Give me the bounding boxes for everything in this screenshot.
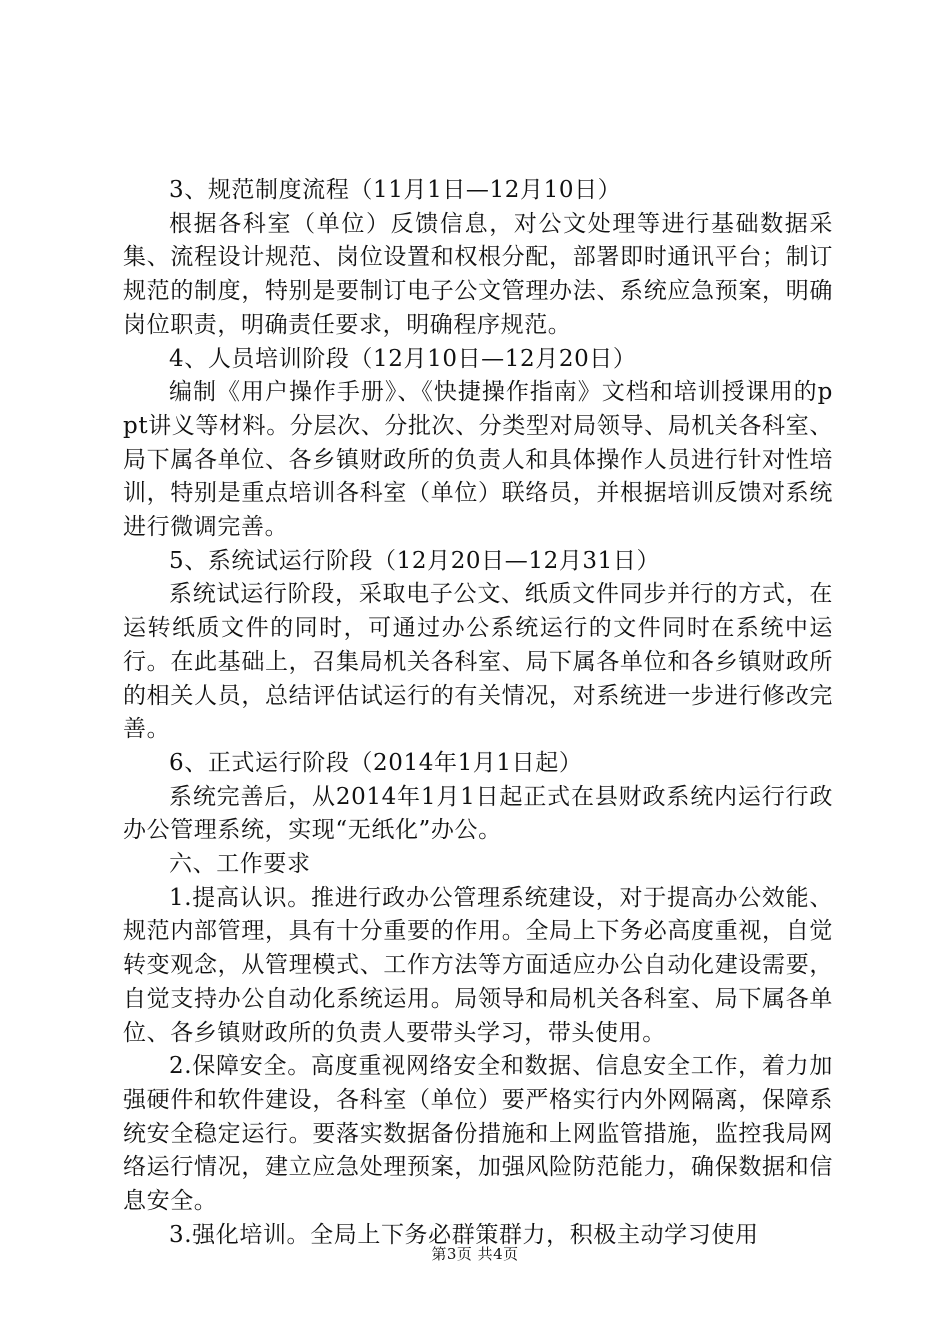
page-footer: 第3页 共4页 <box>431 1245 519 1263</box>
paragraph: 1.提高认识。推进行政办公管理系统建设，对于提高办公效能、规范内部管理，具有十分重要的作用。全局上下务必高度重视，自觉转变观念，从管理模式、工作方法等方面适应办公自动化建设需要，自觉支持办公自动化系统运用。局领导和局机关各科室、局下属各单位、各乡镇财政所的负责人要带头学习，带头使用。 <box>123 884 833 1046</box>
section-heading-5: 5、系统试运行阶段（12月20日—12月31日） <box>169 547 661 574</box>
document-body <box>123 174 833 1253</box>
paragraph: 根据各科室（单位）反馈信息，对公文处理等进行基础数据采集、流程设计规范、岗位设置和权根分配，部署即时通讯平台；制订规范的制度，特别是要制订电子公文管理办法、系统应急预案，明确岗位职责，明确责任要求，明确程序规范。 <box>123 210 833 338</box>
section-heading-3: 3、规范制度流程（11月1日—12月10日） <box>169 177 622 203</box>
paragraph: 系统试运行阶段，采取电子公文、纸质文件同步并行的方式，在运转纸质文件的同时，可通过办公系统运行的文件同时在系统中运行。在此基础上，召集局机关各科室、局下属各单位和各乡镇财政所的相关人员，总结评估试运行的有关情况，对系统进一步进行修改完善。 <box>123 581 833 743</box>
paragraph: 编制《用户操作手册》、《快捷操作指南》文档和培训授课用的ppt讲义等材料。分层次、分批次、分类型对局领导、局机关各科室、局下属各单位、各乡镇财政所的负责人和具体操作人员进行针对性培训，特别是重点培训各科室（单位）联络员，并根据培训反馈对系统进行微调完善。 <box>123 379 833 541</box>
section-heading-4: 4、人员培训阶段（12月10日—12月20日） <box>169 345 637 372</box>
paragraph: 3.强化培训。全局上下务必群策群力，积极主动学习使用 <box>169 1221 759 1248</box>
section-heading-6: 6、正式运行阶段（2014年1月1日起） <box>169 749 583 776</box>
paragraph: 2.保障安全。高度重视网络安全和数据、信息安全工作，着力加强硬件和软件建设，各科室（单位）要严格实行内外网隔离，保障系统安全稳定运行。要落实数据备份措施和上网监管措施，监控我局网络运行情况，建立应急处理预案，加强风险防范能力，确保数据和信息安全。 <box>123 1053 833 1215</box>
paragraph: 系统完善后，从2014年1月1日起正式在县财政系统内运行行政办公管理系统，实现“无纸化”办公。 <box>123 783 833 844</box>
section-heading-work-requirements: 六、工作要求 <box>169 851 311 878</box>
